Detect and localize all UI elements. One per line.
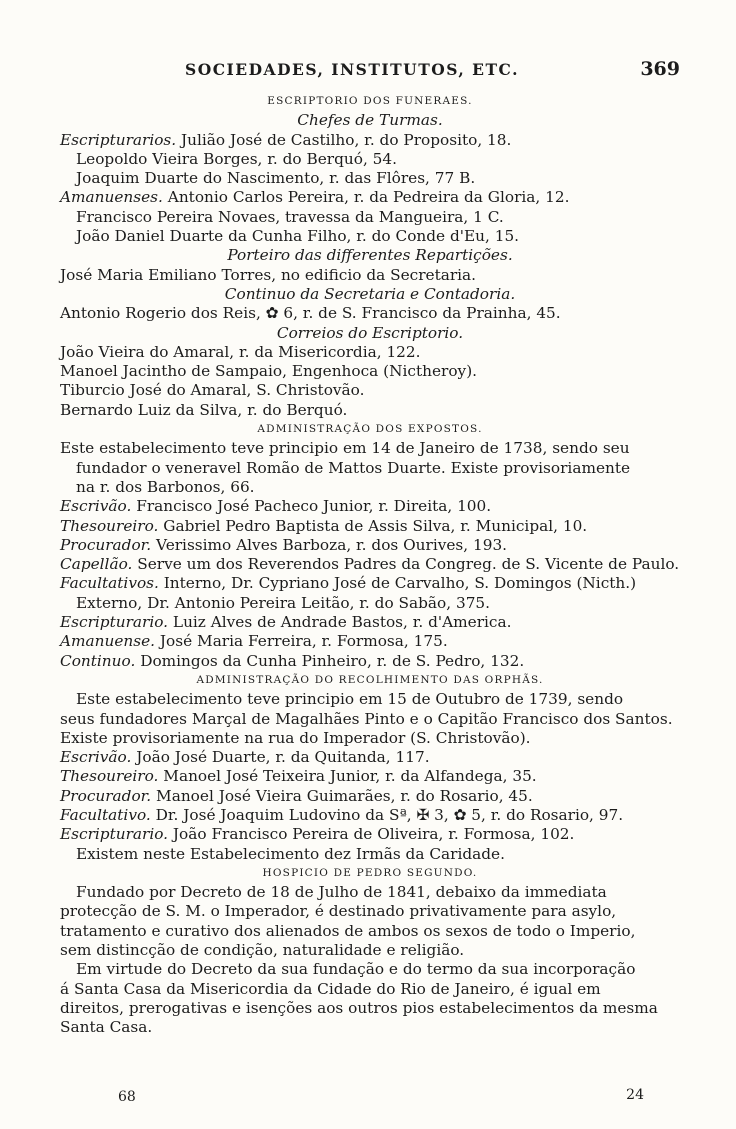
entry-line: Manoel Jacintho de Sampaio, Engenhoca (Nictheroy). bbox=[60, 362, 478, 381]
entry-escripturario bbox=[60, 613, 680, 632]
paragraph-line: Este estabelecimento teve principio em 14 de Janeiro de 1738, sendo seu bbox=[60, 439, 630, 458]
entry-text: José Maria Ferreira, r. Formosa, 175. bbox=[159, 632, 448, 651]
paragraph-line: na r. dos Barbonos, 66. bbox=[76, 477, 255, 496]
entry-text: Domingos da Cunha Pinheiro, r. de S. Pedro, 132. bbox=[140, 651, 525, 670]
label-amanuense: Amanuense. bbox=[60, 632, 156, 651]
entry-text: Julião José de Castilho, r. do Proposito, 18. bbox=[181, 130, 512, 149]
entry-amanuenses bbox=[60, 188, 680, 207]
paragraph-line: seus fundadores Marçal de Magalhães Pinto e o Capitão Francisco dos Santos. bbox=[60, 709, 673, 728]
entry-text: Interno, Dr. Cypriano José de Carvalho, S. Domingos (Nicth.) bbox=[163, 574, 637, 593]
label-continuo: Continuo. bbox=[60, 651, 136, 670]
label-facultativos: Facultativos. bbox=[60, 574, 159, 593]
label-procurador: Procurador. bbox=[60, 786, 152, 805]
label-escrivao: Escrivão. bbox=[60, 748, 132, 767]
entry-facultativos bbox=[60, 574, 680, 593]
entry-text: Antonio Carlos Pereira, r. da Pedreira da Gloria, 12. bbox=[167, 188, 570, 207]
footer-signature-right: 24 bbox=[626, 1087, 644, 1103]
entry-line: Antonio Rogerio dos Reis, ✿ 6, r. de S. Francisco da Prainha, 45. bbox=[60, 304, 561, 323]
note-line: Existem neste Estabelecimento dez Irmãs da Caridade. bbox=[76, 844, 505, 863]
entry-line: Bernardo Luiz da Silva, r. do Berquó. bbox=[60, 400, 348, 419]
heading-chefes: Chefes de Turmas. bbox=[297, 111, 443, 130]
page-number: 369 bbox=[640, 58, 680, 80]
label-thesoureiro: Thesoureiro. bbox=[60, 767, 159, 786]
paragraph-line: tratamento e curativo dos alienados de ambos os sexos de todo o Imperio, bbox=[60, 921, 636, 940]
label-amanuenses: Amanuenses. bbox=[60, 188, 163, 207]
entry-text: Gabriel Pedro Baptista de Assis Silva, r. Municipal, 10. bbox=[163, 516, 588, 535]
label-thesoureiro: Thesoureiro. bbox=[60, 516, 159, 535]
entry-text: Francisco José Pacheco Junior, r. Direita, 100. bbox=[136, 497, 492, 516]
entry-escripturario bbox=[60, 825, 680, 844]
heading-continuo: Continuo da Secretaria e Contadoria. bbox=[224, 284, 516, 303]
paragraph-line: Em virtude do Decreto da sua fundação e do termo da sua incorporação bbox=[76, 960, 636, 979]
section-title-hospicio: HOSPICIO DE PEDRO SEGUNDO. bbox=[262, 866, 478, 879]
footer-signature-left: 68 bbox=[118, 1089, 136, 1105]
entry-text: Serve um dos Reverendos Padres da Congreg. de S. Vicente de Paulo. bbox=[137, 555, 680, 574]
page-body bbox=[60, 92, 680, 1038]
entry-escrivao bbox=[60, 497, 680, 516]
entry-thesoureiro bbox=[60, 517, 680, 536]
entry-line: João Daniel Duarte da Cunha Filho, r. do Conde d'Eu, 15. bbox=[76, 227, 520, 246]
label-escrivao: Escrivão. bbox=[60, 497, 132, 516]
paragraph-line: sem distincção de condição, naturalidade e religião. bbox=[60, 941, 465, 960]
entry-procurador bbox=[60, 536, 680, 555]
heading-porteiro: Porteiro das differentes Repartições. bbox=[227, 246, 513, 265]
paragraph-line: Existe provisoriamente na rua do Imperador (S. Christovão). bbox=[60, 728, 531, 747]
label-escripturario: Escripturario. bbox=[60, 825, 169, 844]
paragraph-line: Este estabelecimento teve principio em 15 de Outubro de 1739, sendo bbox=[76, 690, 624, 709]
entry-continuo bbox=[60, 652, 680, 671]
entry-line: Joaquim Duarte do Nascimento, r. das Flôres, 77 B. bbox=[76, 169, 476, 188]
paragraph-line: direitos, prerogativas e isenções aos outros pios estabelecimentos da mesma bbox=[60, 998, 658, 1017]
entry-escripturarios bbox=[60, 131, 680, 150]
entry-facultativo bbox=[60, 806, 680, 825]
entry-text: João José Duarte, r. da Quitanda, 117. bbox=[136, 748, 430, 767]
heading-correios: Correios do Escriptorio. bbox=[276, 323, 464, 342]
entry-line: José Maria Emiliano Torres, no edificio da Secretaria. bbox=[60, 265, 477, 284]
entry-text: João Francisco Pereira de Oliveira, r. Formosa, 102. bbox=[172, 825, 575, 844]
entry-line: Leopoldo Vieira Borges, r. do Berquó, 54. bbox=[76, 149, 398, 168]
section-title-escriptorio: ESCRIPTORIO DOS FUNERAES. bbox=[267, 95, 473, 107]
entry-line: Externo, Dr. Antonio Pereira Leitão, r. do Sabão, 375. bbox=[76, 593, 491, 612]
paragraph-line: fundador o veneravel Romão de Mattos Duarte. Existe provisoriamente bbox=[76, 458, 631, 477]
entry-procurador bbox=[60, 787, 680, 806]
entry-line: Francisco Pereira Novaes, travessa da Mangueira, 1 C. bbox=[76, 207, 504, 226]
entry-text: Verissimo Alves Barboza, r. dos Ourives, 193. bbox=[156, 535, 508, 554]
entry-amanuense bbox=[60, 632, 680, 651]
entry-text: Dr. José Joaquim Ludovino da Sª, ✠ 3, ✿ 5, r. do Rosario, 97. bbox=[155, 805, 624, 824]
paragraph-line: á Santa Casa da Misericordia da Cidade do Rio de Janeiro, é igual em bbox=[60, 979, 601, 998]
entry-line: João Vieira do Amaral, r. da Misericordia, 122. bbox=[60, 342, 421, 361]
paragraph-line: protecção de S. M. o Imperador, é destinado privativamente para asylo, bbox=[60, 902, 617, 921]
page-header-title: SOCIEDADES, INSTITUTOS, ETC. bbox=[185, 60, 519, 79]
label-capellao: Capellão. bbox=[60, 555, 133, 574]
label-procurador: Procurador. bbox=[60, 535, 152, 554]
entry-text: Luiz Alves de Andrade Bastos, r. d'America. bbox=[172, 613, 512, 632]
section-title-orphas: ADMINISTRAÇÃO DO RECOLHIMENTO DAS ORPHÃS. bbox=[196, 673, 544, 686]
entry-capellao bbox=[60, 555, 680, 574]
paragraph-line: Santa Casa. bbox=[60, 1018, 153, 1037]
entry-text: Manoel José Teixeira Junior, r. da Alfandega, 35. bbox=[163, 767, 537, 786]
entry-escrivao bbox=[60, 748, 680, 767]
label-escripturario: Escripturario. bbox=[60, 613, 169, 632]
entry-text: Manoel José Vieira Guimarães, r. do Rosario, 45. bbox=[156, 786, 533, 805]
paragraph-line: Fundado por Decreto de 18 de Julho de 1841, debaixo da immediata bbox=[76, 883, 607, 902]
label-escripturarios: Escripturarios. bbox=[60, 130, 177, 149]
entry-thesoureiro bbox=[60, 767, 680, 786]
section-title-expostos: ADMINISTRAÇÃO DOS EXPOSTOS. bbox=[257, 423, 483, 436]
label-facultativo: Facultativo. bbox=[60, 805, 151, 824]
entry-line: Tiburcio José do Amaral, S. Christovão. bbox=[60, 381, 365, 400]
